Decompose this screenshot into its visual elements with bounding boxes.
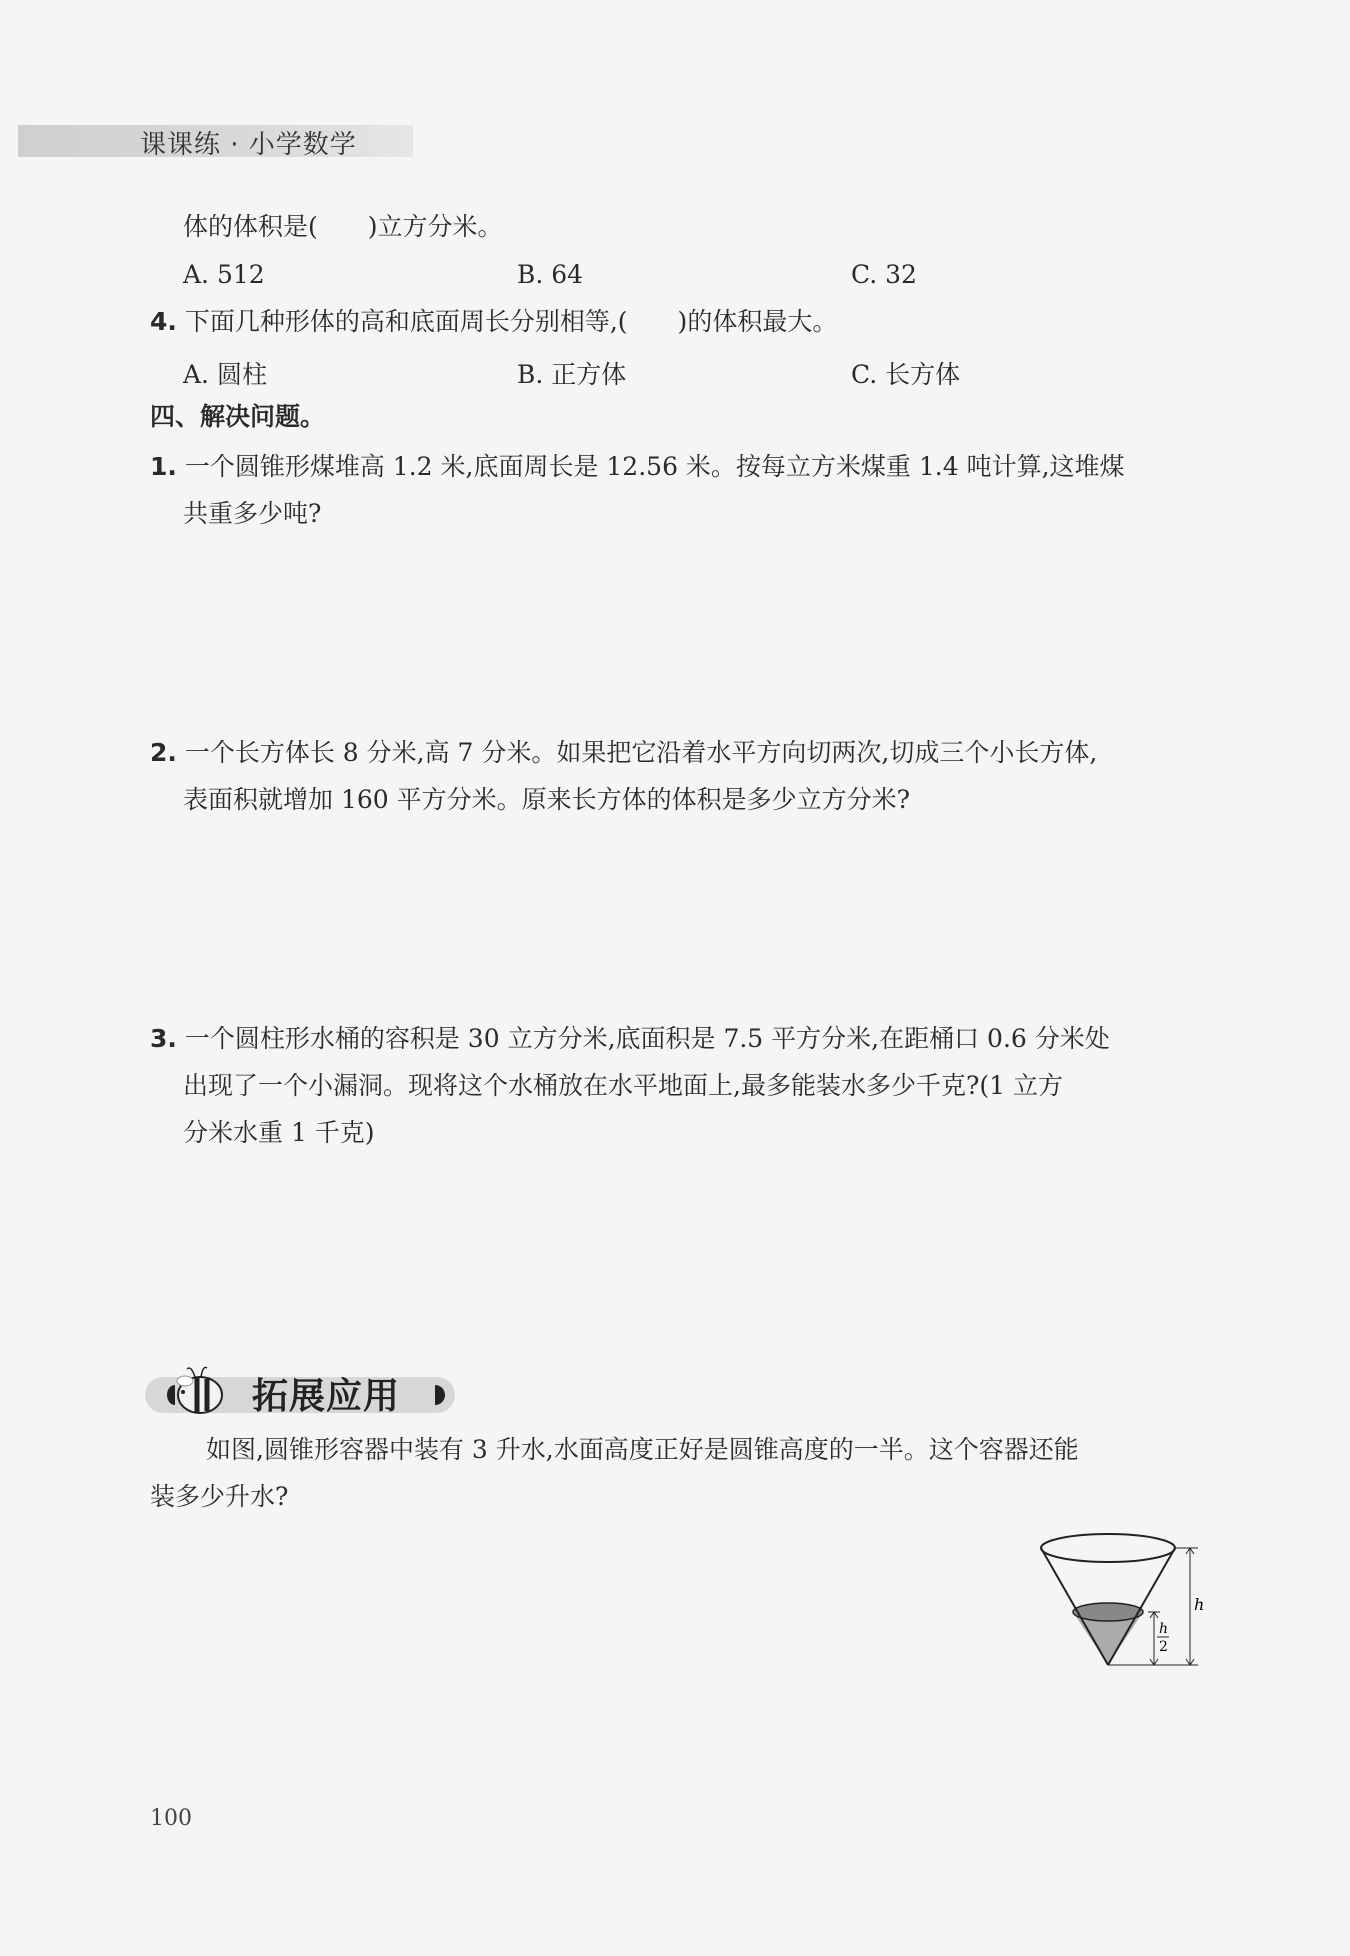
problem-1-line-1 <box>150 452 1125 482</box>
page-number: 100 <box>150 1806 192 1831</box>
question-number: 4. <box>150 307 177 336</box>
bee-icon <box>177 1367 222 1413</box>
question-text: 下面几种形体的高和底面周长分别相等,( )的体积最大。 <box>184 307 838 336</box>
question-4 <box>150 307 837 337</box>
question-continuation-text: 体的体积是( )立方分米。 <box>183 212 503 241</box>
problem-text: 一个圆锥形煤堆高 1.2 米,底面周长是 12.56 米。按每立方米煤重 1.4 吨计算,这堆煤 <box>184 452 1125 481</box>
cone-figure <box>1038 1530 1208 1670</box>
option-a: A. 512 <box>183 260 265 289</box>
problem-2-line-1 <box>150 738 1097 768</box>
half-height-numerator: h <box>1159 1621 1169 1637</box>
problem-text: 一个圆柱形水桶的容积是 30 立方分米,底面积是 7.5 平方分米,在距桶口 0.6 分米处 <box>184 1024 1110 1053</box>
problem-3-line-3: 分米水重 1 千克) <box>183 1118 375 1147</box>
section-title: 四、解决问题。 <box>150 402 326 431</box>
problem-1-line-2: 共重多少吨? <box>183 499 322 528</box>
problem-text: 一个长方体长 8 分米,高 7 分米。如果把它沿着水平方向切两次,切成三个小长方体, <box>184 738 1098 767</box>
extension-line-2: 装多少升水? <box>150 1482 289 1511</box>
problem-3-line-1 <box>150 1024 1110 1054</box>
problem-number: 1. <box>150 452 177 481</box>
height-label: h <box>1194 1595 1205 1614</box>
option-a: A. 圆柱 <box>183 360 267 389</box>
option-c: C. 32 <box>851 260 917 289</box>
page-header-title: 课课练 · 小学数学 <box>140 130 357 160</box>
extension-title: 拓展应用 <box>252 1376 401 1417</box>
half-height-denominator: 2 <box>1159 1639 1168 1655</box>
problem-3-line-2: 出现了一个小漏洞。现将这个水桶放在水平地面上,最多能装水多少千克?(1 立方 <box>183 1071 1063 1100</box>
option-b: B. 正方体 <box>517 360 627 389</box>
problem-number: 2. <box>150 738 177 767</box>
extension-line-1: 如图,圆锥形容器中装有 3 升水,水面高度正好是圆锥高度的一半。这个容器还能 <box>206 1435 1079 1464</box>
option-b: B. 64 <box>517 260 584 289</box>
problem-2-line-2: 表面积就增加 160 平方分米。原来长方体的体积是多少立方分米? <box>183 785 911 814</box>
problem-number: 3. <box>150 1024 177 1053</box>
option-c: C. 长方体 <box>851 360 961 389</box>
